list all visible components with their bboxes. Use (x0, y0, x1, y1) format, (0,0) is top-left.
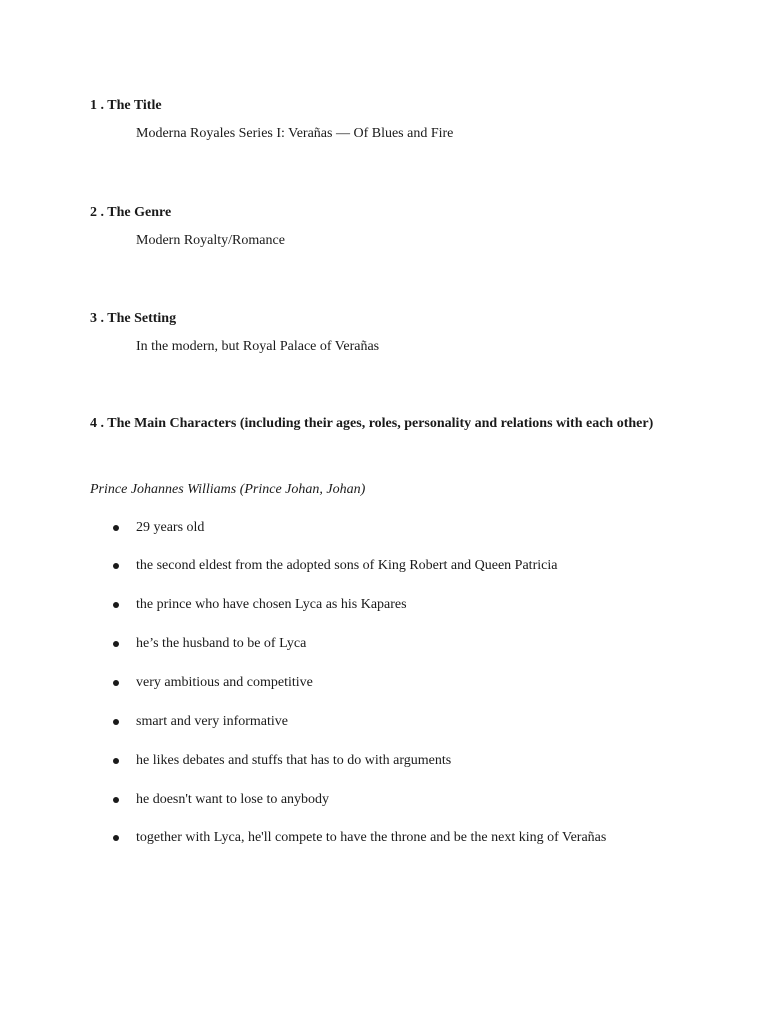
section-setting-value: In the modern, but Royal Palace of Verañas (136, 339, 380, 354)
section-heading-text: The Genre (107, 205, 172, 220)
section-title-heading (90, 97, 162, 115)
bullet-icon (113, 797, 119, 803)
list-item (0, 829, 768, 847)
section-characters-heading (90, 410, 680, 438)
bullet-icon (113, 719, 119, 725)
bullet-icon (113, 758, 119, 764)
section-setting-heading (90, 310, 176, 328)
list-item-text: together with Lyca, he'll compete to have the throne and be the next king of Verañas (136, 830, 607, 845)
list-item-text: the second eldest from the adopted sons of King Robert and Queen Patricia (136, 558, 558, 573)
list-item (0, 674, 768, 692)
list-item (0, 519, 768, 537)
section-number: 2 . (90, 205, 104, 220)
section-heading-text: The Main Characters (including their ages, roles, personality and relations with each other) (107, 416, 654, 431)
bullet-icon (113, 680, 119, 686)
list-item (0, 557, 768, 575)
list-item (0, 635, 768, 653)
list-item-text: 29 years old (136, 520, 205, 535)
bullet-icon (113, 525, 119, 531)
list-item-text: he’s the husband to be of Lyca (136, 636, 307, 651)
list-item-text: smart and very informative (136, 714, 289, 729)
list-item (0, 596, 768, 614)
list-item (0, 791, 768, 809)
bullet-icon (113, 641, 119, 647)
list-item-text: the prince who have chosen Lyca as his Kapares (136, 597, 407, 612)
bullet-icon (113, 563, 119, 569)
list-item (0, 752, 768, 770)
section-number: 1 . (90, 98, 104, 113)
character-name: Prince Johannes Williams (Prince Johan, Johan) (90, 482, 366, 497)
list-item (0, 713, 768, 731)
bullet-icon (113, 602, 119, 608)
bullet-icon (113, 835, 119, 841)
section-genre-heading (90, 204, 171, 222)
section-title-value: Moderna Royales Series I: Verañas — Of Blues and Fire (136, 126, 454, 141)
list-item-text: he doesn't want to lose to anybody (136, 792, 330, 807)
section-number: 4 . (90, 416, 104, 431)
section-heading-text: The Setting (107, 311, 177, 326)
section-heading-text: The Title (107, 98, 162, 113)
section-genre-value: Modern Royalty/Romance (136, 233, 285, 248)
section-number: 3 . (90, 311, 104, 326)
list-item-text: he likes debates and stuffs that has to do with arguments (136, 753, 452, 768)
list-item-text: very ambitious and competitive (136, 675, 313, 690)
